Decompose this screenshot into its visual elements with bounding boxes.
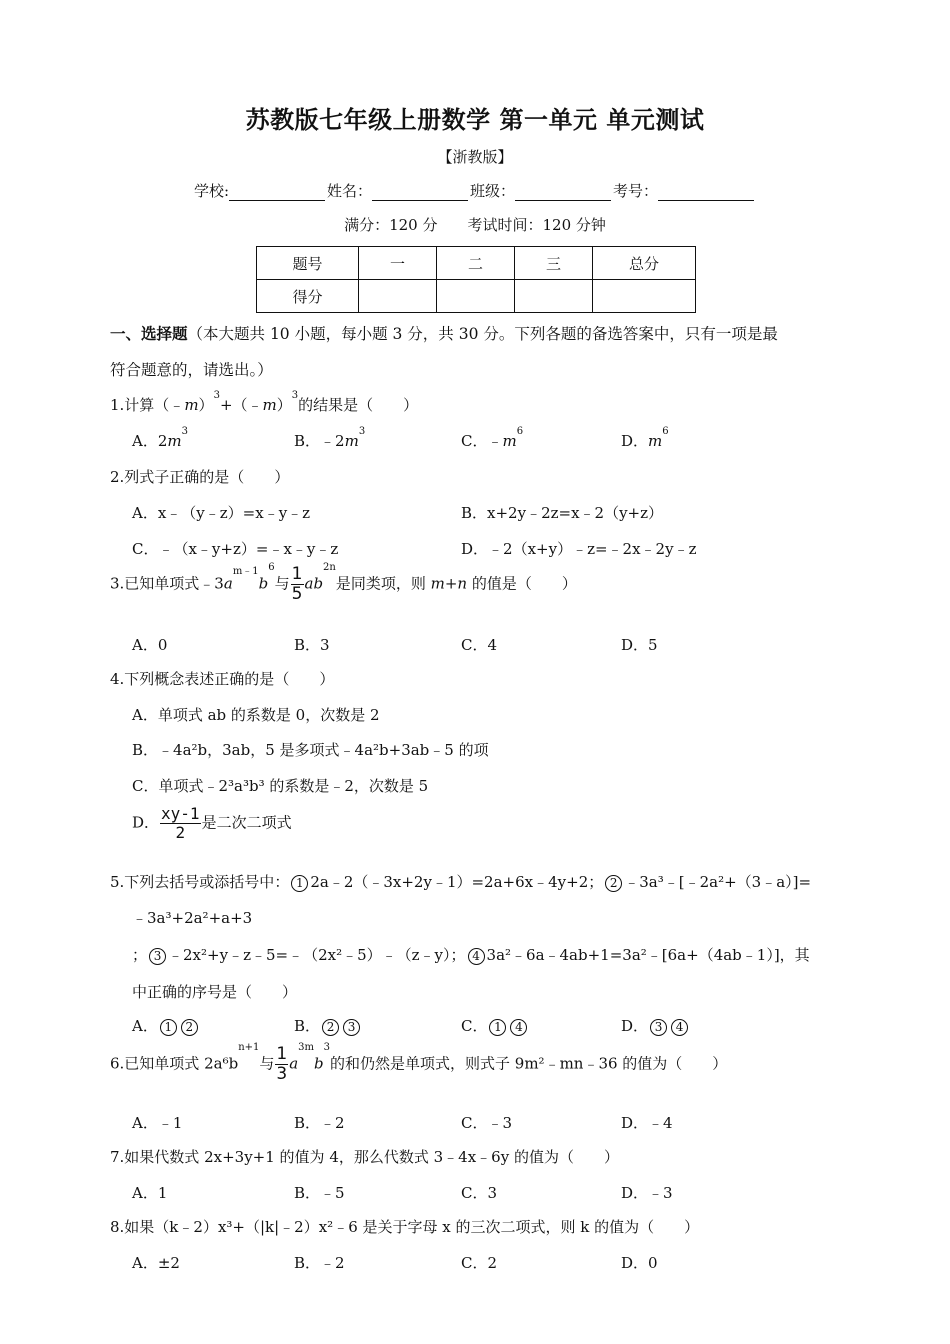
q5-text: 2a﹣2（﹣3x+2y﹣1）=2a+6x﹣4y+2； xyxy=(310,873,604,891)
opt-text: D． xyxy=(132,813,160,832)
school-label: 学校: xyxy=(193,182,229,200)
q7-option-b[interactable]: B．﹣5 xyxy=(294,1184,345,1202)
q3-exp: m﹣1 xyxy=(232,566,259,577)
question-5-line-4: 中正确的序号是（ ） xyxy=(132,983,298,1001)
fraction-numerator: xy-1 xyxy=(161,804,200,823)
section-desc-1: （本大题共 10 小题，每小题 3 分，共 30 分。下列各题的备选答案中，只有一项是最 xyxy=(187,325,778,343)
fraction-denominator: 2 xyxy=(175,823,186,842)
opt-text: D． xyxy=(621,432,649,450)
question-2: 2.列式子正确的是（ ） xyxy=(110,468,290,486)
q5-text: ﹣2x²+y﹣z﹣5=﹣（2x²﹣5）﹣（z﹣y）； xyxy=(168,946,466,964)
q6-var: b xyxy=(314,1054,324,1073)
q5-text: ﹣3a³﹣[﹣2a²+（3﹣a）]= xyxy=(624,873,812,891)
section-desc-2: 符合题意的，请选出。） xyxy=(110,361,273,379)
opt-text: B．﹣2 xyxy=(294,432,345,450)
question-5-line-1 xyxy=(110,871,811,892)
q1-var: m xyxy=(184,396,199,414)
question-4: 4.下列概念表述正确的是（ ） xyxy=(110,670,335,688)
question-7: 7.如果代数式 2x+3y+1 的值为 4，那么代数式 3﹣4x﹣6y 的值为（ ） xyxy=(110,1148,619,1166)
q2-option-b[interactable]: B．x+2y﹣2z=x﹣2（y+z） xyxy=(461,504,664,522)
opt-var: m xyxy=(502,432,517,450)
q3-var: b xyxy=(258,574,269,593)
q3-option-b[interactable]: B．3 xyxy=(294,636,330,654)
circled-number: 4 xyxy=(468,948,485,965)
q3-text: 的值是（ ） xyxy=(467,574,577,593)
q3-exp: 2n xyxy=(323,562,336,573)
q8-option-c[interactable]: C．2 xyxy=(461,1254,498,1272)
opt-exp: 3 xyxy=(181,426,188,437)
circled-number: 1 xyxy=(291,875,308,892)
q7-option-d[interactable]: D．﹣3 xyxy=(621,1184,673,1202)
q3-text: 与 xyxy=(274,574,290,593)
opt-text: C． xyxy=(461,1017,488,1035)
q1-option-a[interactable] xyxy=(132,426,188,451)
q3-var: a xyxy=(223,574,233,593)
q4-fraction xyxy=(160,806,201,841)
q5-option-a[interactable] xyxy=(132,1015,200,1036)
fraction-denominator: 5 xyxy=(291,584,303,604)
name-label: 姓名： xyxy=(327,182,373,200)
page-title: 苏教版七年级上册数学 第一单元 单元测试 xyxy=(245,106,705,134)
q6-option-d[interactable]: D．﹣4 xyxy=(621,1114,673,1132)
score-table-header: 三 xyxy=(515,247,593,280)
question-8: 8.如果（k﹣2）x³+（|k|﹣2）x²﹣6 是关于字母 x 的三次二项式，则 k 的值为（ ） xyxy=(110,1218,700,1236)
score-table-header: 一 xyxy=(359,247,437,280)
q5-option-d[interactable] xyxy=(621,1015,690,1036)
opt-text: A． xyxy=(132,1017,158,1035)
score-cell[interactable] xyxy=(515,280,593,313)
score-table-row xyxy=(257,280,696,313)
circled-number: 3 xyxy=(650,1019,667,1036)
q6-option-c[interactable]: C．﹣3 xyxy=(461,1114,513,1132)
section-heading xyxy=(110,322,778,344)
q6-exp: 3 xyxy=(323,1042,331,1053)
q1-option-b[interactable] xyxy=(294,426,366,451)
opt-exp: 6 xyxy=(516,426,524,437)
q3-var: ab xyxy=(304,574,324,593)
class-label: 班级： xyxy=(470,182,516,200)
opt-text: B． xyxy=(294,1017,321,1035)
circled-number: 2 xyxy=(181,1019,198,1036)
q1-option-c[interactable] xyxy=(461,426,524,451)
opt-text: C．﹣ xyxy=(461,432,503,450)
q1-text: ） xyxy=(276,396,292,414)
q5-option-c[interactable] xyxy=(461,1015,529,1036)
q6-text: 与 xyxy=(259,1054,275,1073)
name-blank[interactable] xyxy=(372,184,468,201)
circled-number: 1 xyxy=(160,1019,177,1036)
q5-text: 3a²﹣6a﹣4ab+1=3a²﹣[6a+（4ab﹣1）]，其 xyxy=(486,946,810,964)
q3-text: 是同类项，则 xyxy=(335,574,431,593)
opt-exp: 6 xyxy=(662,426,669,437)
q2-option-c[interactable]: C．﹣（x﹣y+z）=﹣x﹣y﹣z xyxy=(132,540,339,558)
circled-number: 2 xyxy=(605,875,622,892)
score-table-header-row xyxy=(257,247,696,280)
circled-number: 3 xyxy=(343,1019,360,1036)
q4-option-d[interactable] xyxy=(132,806,292,841)
score-cell[interactable] xyxy=(437,280,515,313)
question-3 xyxy=(110,562,577,604)
score-table xyxy=(256,246,696,313)
q1-var: m xyxy=(262,396,277,414)
q8-option-a[interactable]: A．±2 xyxy=(132,1254,180,1272)
q1-text: 的结果是（ ） xyxy=(298,396,419,414)
score-table-header: 题号 xyxy=(257,247,359,280)
question-5-line-2: ﹣3a³+2a²+a+3 xyxy=(132,909,253,927)
q7-option-c[interactable]: C．3 xyxy=(461,1184,498,1202)
q3-exp: 6 xyxy=(268,562,275,573)
q1-text: ） xyxy=(198,396,214,414)
question-6 xyxy=(110,1042,728,1084)
circled-number: 4 xyxy=(510,1019,527,1036)
number-blank[interactable] xyxy=(658,184,754,201)
q3-option-c[interactable]: C．4 xyxy=(461,636,498,654)
q6-fraction xyxy=(275,1046,288,1083)
q1-exp: 3 xyxy=(291,390,299,401)
q4-option-c[interactable]: C．单项式﹣2³a³b³ 的系数是﹣2，次数是 5 xyxy=(132,777,429,795)
exam-meta: 满分：120 分 考试时间：120 分钟 xyxy=(344,216,606,234)
q6-text: 6.已知单项式 2a⁶b xyxy=(110,1054,239,1073)
q1-text: +（﹣ xyxy=(219,396,263,414)
q3-option-d[interactable]: D．5 xyxy=(621,636,658,654)
q6-text: 的和仍然是单项式，则式子 9m²﹣mn﹣36 的值为（ ） xyxy=(330,1054,728,1073)
q2-option-d[interactable]: D．﹣2（x+y）﹣z=﹣2x﹣2y﹣z xyxy=(461,540,697,558)
q5-text: ； xyxy=(132,946,148,964)
number-label: 考号： xyxy=(613,182,659,200)
opt-var: m xyxy=(648,432,663,450)
opt-text: D． xyxy=(621,1017,649,1035)
q3-fraction xyxy=(291,566,304,603)
circled-number: 1 xyxy=(489,1019,506,1036)
q6-exp: n+1 xyxy=(238,1042,260,1053)
class-blank[interactable] xyxy=(515,184,611,201)
opt-var: m xyxy=(167,432,182,450)
q8-option-d[interactable]: D．0 xyxy=(621,1254,658,1272)
circled-number: 3 xyxy=(149,948,166,965)
q5-text: 5.下列去括号或添括号中： xyxy=(110,873,290,891)
circled-number: 4 xyxy=(671,1019,688,1036)
q1-option-d[interactable] xyxy=(621,426,669,451)
score-table-header: 总分 xyxy=(593,247,696,280)
fraction-denominator: 3 xyxy=(276,1064,288,1084)
score-cell[interactable] xyxy=(593,280,696,313)
fraction-numerator: 1 xyxy=(291,564,303,584)
school-blank[interactable] xyxy=(229,184,325,201)
circled-number: 2 xyxy=(322,1019,339,1036)
q6-option-b[interactable]: B．﹣2 xyxy=(294,1114,345,1132)
question-5-line-3 xyxy=(132,944,810,965)
section-title: 一、选择题 xyxy=(110,324,188,343)
q3-text: 3.已知单项式﹣3 xyxy=(110,574,224,593)
fraction-numerator: 1 xyxy=(276,1044,288,1064)
q4-option-b[interactable]: B．﹣4a²b，3ab，5 是多项式﹣4a²b+3ab﹣5 的项 xyxy=(132,741,489,759)
opt-exp: 3 xyxy=(358,426,366,437)
q1-exp: 3 xyxy=(213,390,220,401)
score-row-label: 得分 xyxy=(257,280,359,313)
opt-var: m xyxy=(344,432,359,450)
q3-var: m+n xyxy=(430,574,468,593)
opt-text: 是二次二项式 xyxy=(201,813,292,832)
q2-option-a[interactable]: A．x﹣（y﹣z）=x﹣y﹣z xyxy=(132,504,311,522)
q4-option-a[interactable]: A．单项式 ab 的系数是 0，次数是 2 xyxy=(132,706,380,724)
score-cell[interactable] xyxy=(359,280,437,313)
student-info-line xyxy=(0,180,950,201)
q5-option-b[interactable] xyxy=(294,1015,362,1036)
opt-text: A．2 xyxy=(132,432,168,450)
q3-option-a[interactable]: A．0 xyxy=(132,636,168,654)
edition-label: 【浙教版】 xyxy=(437,148,513,166)
q7-option-a[interactable]: A．1 xyxy=(132,1184,168,1202)
q6-option-a[interactable]: A．﹣1 xyxy=(132,1114,183,1132)
q1-text: 1.计算（﹣ xyxy=(110,396,185,414)
question-1 xyxy=(110,390,419,415)
q8-option-b[interactable]: B．﹣2 xyxy=(294,1254,345,1272)
q6-exp: 3m xyxy=(298,1042,315,1053)
q6-var: a xyxy=(289,1054,299,1073)
score-table-header: 二 xyxy=(437,247,515,280)
